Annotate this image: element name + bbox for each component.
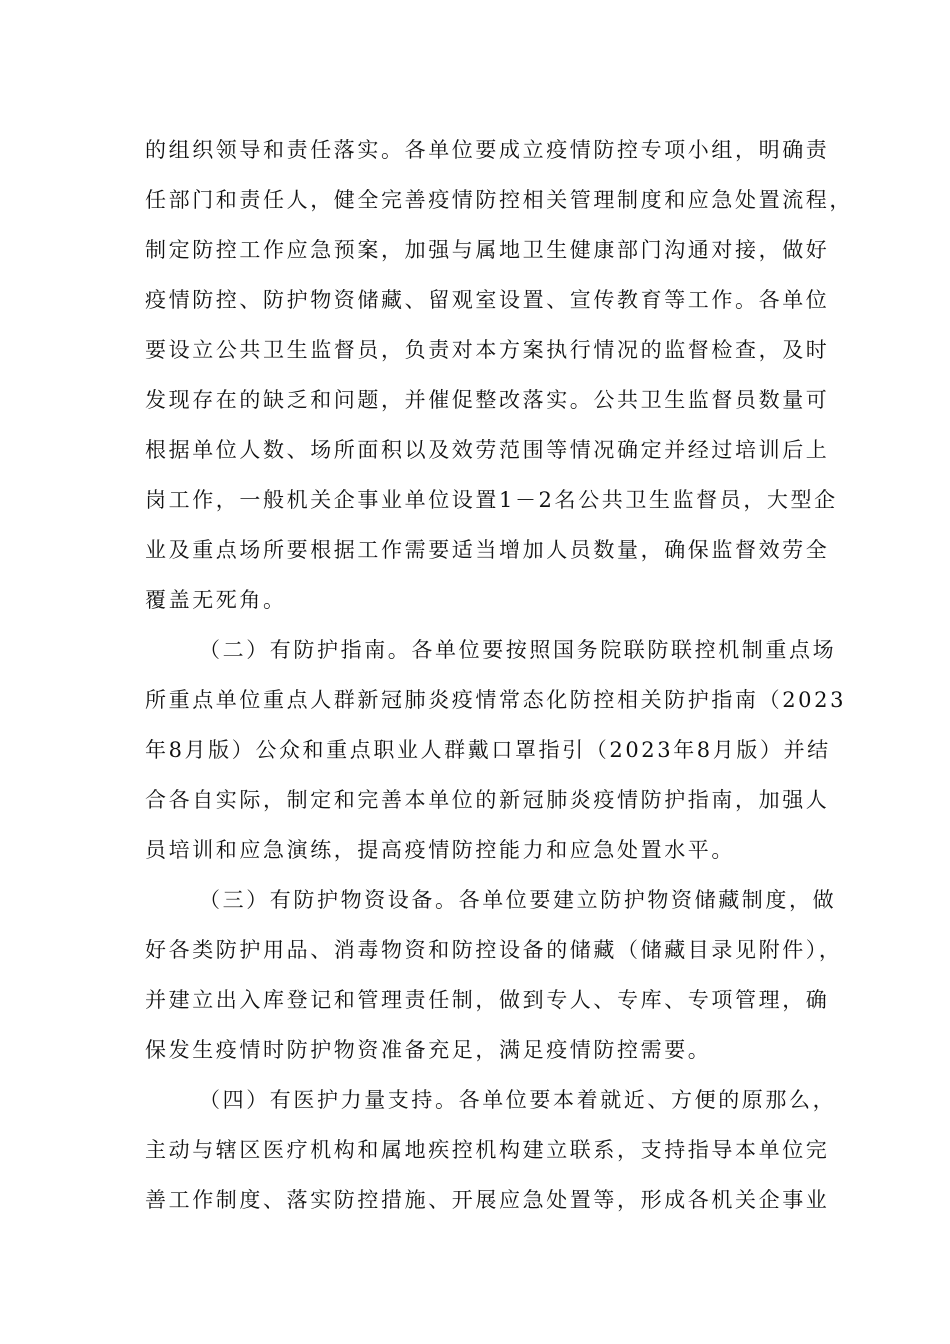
text-line: 好各类防护用品、消毒物资和防控设备的储藏（储藏目录见附件），	[145, 938, 843, 962]
text-line: 岗工作，一般机关企事业单位设置1－2名公共卫生监督员，大型企	[145, 488, 838, 512]
paragraph-heading-4: （四）有医护力量支持。各单位要本着就近、方便的原那么，	[199, 1088, 837, 1112]
text-line: 善工作制度、落实防控措施、开展应急处置等，形成各机关企事业	[145, 1188, 830, 1212]
text-line: 年8月版）公众和重点职业人群戴口罩指引（2023年8月版）并结	[145, 738, 831, 762]
text-line: 员培训和应急演练，提高疫情防控能力和应急处置水平。	[145, 838, 735, 862]
text-line: 疫情防控、防护物资储藏、留观室设置、宣传教育等工作。各单位	[145, 288, 830, 312]
paragraph-heading-2: （二）有防护指南。各单位要按照国务院联防联控机制重点场	[199, 638, 837, 662]
text-line: 合各自实际，制定和完善本单位的新冠肺炎疫情防护指南，加强人	[145, 788, 830, 812]
text-line: 主动与辖区医疗机构和属地疾控机构建立联系，支持指导本单位完	[145, 1138, 830, 1162]
text-line: 制定防控工作应急预案，加强与属地卫生健康部门沟通对接，做好	[145, 238, 830, 262]
text-line: 的组织领导和责任落实。各单位要成立疫情防控专项小组，明确责	[145, 138, 830, 162]
text-line: 发现存在的缺乏和问题，并催促整改落实。公共卫生监督员数量可	[145, 388, 830, 412]
text-line: 根据单位人数、场所面积以及效劳范围等情况确定并经过培训后上	[145, 438, 830, 462]
text-line: 保发生疫情时防护物资准备充足，满足疫情防控需要。	[145, 1038, 712, 1062]
paragraph-heading-3: （三）有防护物资设备。各单位要建立防护物资储藏制度，做	[199, 888, 837, 912]
text-line: 要设立公共卫生监督员，负责对本方案执行情况的监督检查，及时	[145, 338, 830, 362]
text-line: 覆盖无死角。	[145, 588, 287, 612]
text-line: 任部门和责任人，健全完善疫情防控相关管理制度和应急处置流程，	[145, 188, 853, 212]
text-line: 业及重点场所要根据工作需要适当增加人员数量，确保监督效劳全	[145, 538, 830, 562]
text-line: 所重点单位重点人群新冠肺炎疫情常态化防控相关防护指南（2023	[145, 688, 847, 712]
text-line: 并建立出入库登记和管理责任制，做到专人、专库、专项管理，确	[145, 988, 830, 1012]
